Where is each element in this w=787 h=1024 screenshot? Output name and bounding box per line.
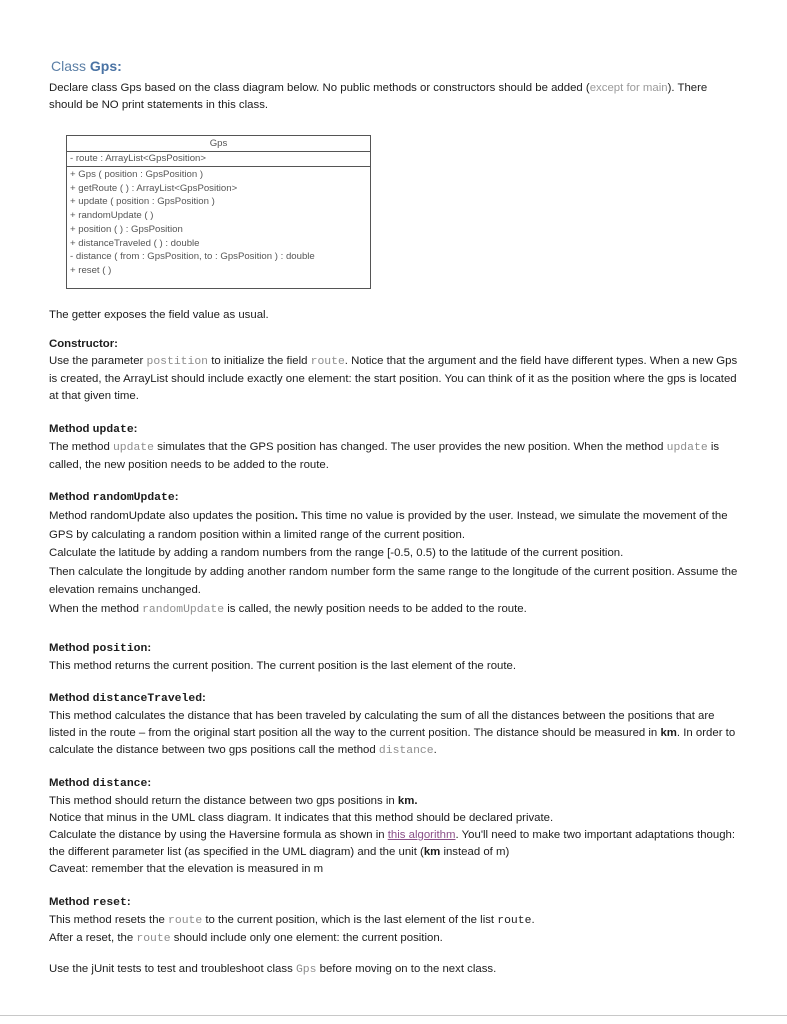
uml-method: + getRoute ( ) : ArrayList<GpsPosition> [70, 182, 238, 194]
text: Use the parameter [49, 355, 147, 367]
code: update [92, 424, 134, 436]
distance-line-4: Caveat: remember that the elevation is measured in m [49, 863, 324, 875]
text: . You'll need to make two important adaptations though: the different parameter list (as specified in the UML diagram) and the unit ( [49, 829, 736, 858]
distance-heading [49, 775, 739, 793]
text: Method [49, 491, 93, 503]
code: route [497, 915, 532, 927]
code: update [112, 442, 154, 454]
text: to initialize the field [208, 355, 311, 367]
uml-method: + update ( position : GpsPosition ) [70, 196, 215, 208]
random-update-text [49, 507, 739, 544]
position-section [49, 640, 739, 675]
distance-traveled-section [49, 690, 739, 760]
code: distance [378, 745, 434, 757]
code: randomUpdate [92, 492, 175, 504]
text: is called, the new position needs to be added to the route. [49, 441, 720, 471]
header [49, 58, 739, 114]
text: . Notice that the argument and the field have different types. When a new Gps is created, the ArrayList should include exactly one element: the start position. You can think of it as the position where the gps is located at that given time. [49, 355, 738, 402]
text: This method should return the distance between two gps positions in [49, 795, 398, 807]
text: This time no value is provided by the user. Instead, we simulate the movement of the GPS by calculating a random position within a limited range of the current position. [49, 510, 728, 541]
text: Method [49, 896, 93, 908]
text: to the current position, which is the last element of the list [202, 914, 498, 926]
title-class-name: Gps: [89, 58, 122, 74]
update-section [49, 421, 739, 474]
reset-section [49, 894, 739, 948]
reset-line-1 [49, 912, 739, 930]
uml-method: + distanceTraveled ( ) : double [70, 237, 200, 249]
text: : [147, 777, 152, 789]
text: km. [397, 795, 418, 807]
position-heading [49, 640, 739, 658]
random-update-section [49, 489, 739, 619]
uml-class-name: Gps [67, 136, 370, 152]
code: distance [92, 778, 148, 790]
uml-method: + randomUpdate ( ) [70, 210, 154, 222]
uml-attribute: - route : ArrayList<GpsPosition> [67, 152, 370, 167]
code: route [168, 915, 203, 927]
position-text: This method returns the current position. The current position is the last element of the route. [49, 660, 517, 672]
constructor-heading: Constructor: [49, 338, 118, 350]
text: is called, the newly position needs to be added to the route. [224, 602, 527, 615]
intro-text-1: Declare class Gps based on the class diagram below. No public methods or constructors should be added ( [49, 82, 590, 94]
text: : [147, 642, 152, 654]
text: The method [49, 441, 113, 453]
text: After a reset, the [49, 932, 137, 944]
distance-traveled-heading [49, 690, 739, 708]
uml-methods [67, 167, 370, 278]
intro-paragraph [49, 80, 739, 114]
update-heading [49, 421, 739, 439]
text: Method [49, 642, 93, 654]
uml-method: + reset ( ) [70, 264, 112, 276]
text: When the method [49, 602, 143, 615]
random-update-line-3: Then calculate the longitude by adding another random number form the same range to the longitude of the current position. Assume the elevation remains unchanged. [49, 565, 738, 596]
text: : [202, 692, 206, 704]
reset-heading [49, 894, 739, 912]
text: simulates that the GPS position has changed. The user provides the new position. When the method [153, 441, 667, 453]
code-route: route [310, 356, 345, 368]
text: This method calculates the distance that has been traveled by calculating the sum of all the distances between the positions that are listed in the route – from the original start position all the way to the current position. The distance should be measured in [49, 710, 715, 739]
code: reset [92, 897, 127, 909]
text: : [133, 423, 138, 435]
text: This method resets the [49, 914, 169, 926]
code: update [666, 442, 708, 454]
distance-line-2: Notice that minus in the UML class diagram. It indicates that this method should be declared private. [49, 812, 554, 824]
uml-class-diagram [66, 135, 371, 289]
constructor-text [49, 353, 739, 405]
code-postition: postition [146, 356, 209, 368]
text: : [126, 896, 131, 908]
page-title [51, 58, 739, 74]
text: before moving on to the next class. [316, 963, 497, 975]
algorithm-link[interactable]: this algorithm [387, 829, 456, 841]
intro-faint-text: except for main [589, 82, 668, 94]
uml-method: - distance ( from : GpsPosition, to : GpsPosition ) : double [70, 251, 315, 263]
text: km [423, 846, 441, 858]
constructor-section [49, 336, 739, 405]
text: Method [49, 692, 93, 704]
page-bottom-divider [0, 1015, 787, 1016]
text: Method [49, 777, 93, 789]
footer-section [49, 961, 739, 979]
text: Method randomUpdate also updates the position [49, 510, 295, 522]
code: distanceTraveled [92, 693, 203, 705]
uml-method: + Gps ( position : GpsPosition ) [70, 169, 204, 180]
distance-line-1 [49, 793, 739, 810]
code: Gps [295, 964, 317, 976]
text: Calculate the distance by using the Haversine formula as shown in [49, 829, 388, 841]
text: . In order to calculate the distance between two gps positions call the method [49, 727, 736, 756]
text: should include only one element: the current position. [170, 932, 443, 944]
title-prefix: Class [51, 58, 90, 74]
random-update-heading [49, 489, 739, 507]
text: km [660, 727, 677, 739]
random-update-line-4 [49, 600, 739, 620]
random-update-line-2: Calculate the latitude by adding a random numbers from the range [-0.5, 0.5) to the latitude of the current position. [49, 547, 624, 559]
distance-section [49, 775, 739, 878]
reset-line-2 [49, 930, 739, 948]
distance-traveled-text [49, 708, 739, 760]
intro-text-2: ). There should be NO print statements in this class. [49, 82, 708, 111]
uml-method: + position ( ) : GpsPosition [70, 223, 183, 235]
distance-line-3 [49, 827, 739, 861]
getter-text: The getter exposes the field value as usual. [49, 309, 269, 321]
text: Use the jUnit tests to test and troubleshoot class [49, 963, 296, 975]
text: . [433, 744, 437, 756]
text: instead of m) [440, 846, 510, 858]
text: . [294, 510, 298, 522]
text: : [174, 491, 179, 503]
text: . [531, 914, 535, 926]
code: randomUpdate [142, 603, 225, 616]
footer-text [49, 961, 739, 979]
text: Method [49, 423, 93, 435]
code: route [136, 933, 171, 945]
code: position [92, 643, 148, 655]
update-text [49, 439, 739, 474]
getter-section [49, 307, 739, 324]
